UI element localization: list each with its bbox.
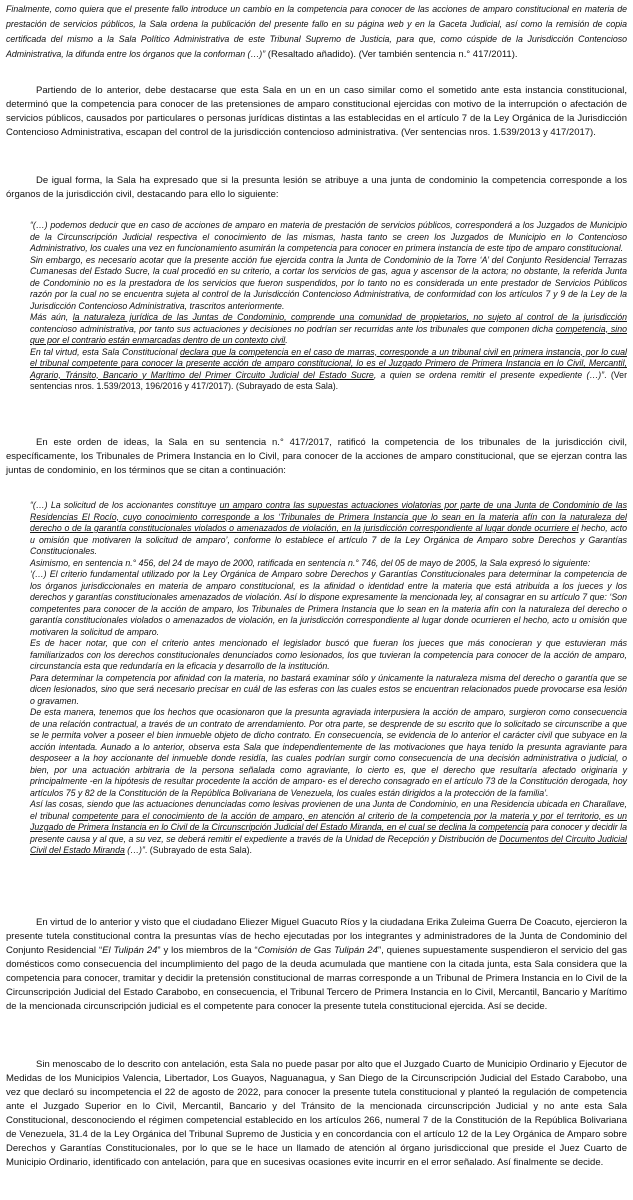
quote1-para-c: [30, 312, 627, 347]
quote2-citation: . (Subrayado de esta Sala).: [144, 845, 252, 855]
quote2-a-underlined: un amparo contra las supuestas actuaciones violatorias por parte de una Junta de Condominio de las Residencias El Rocío, cuyo conocimiento corresponde a los ‘Tribunales de Primera Instancia que lo sean en la materia afín con la naturaleza del derecho o de la garantía constitucionales violados o amenazados de violación, en la jurisdicción correspondiente al lugar donde ocurriere el: [30, 500, 627, 533]
quote1-para-a: “(…) podemos deducir que en caso de acciones de amparo en materia de prestación de servicios públicos, corresponderá a los Juzgados de Municipio de la Circunscripción Judicial respectiva el conocimiento de las mismas, hasta tanto se creen los Juzgados de Municipio en lo Contencioso Administrativo, los cuales una vez en funcionamiento asumirán la competencia para conocer en primera instancia de este tipo de amparo constitucional.: [30, 220, 627, 253]
quote2-g-underlined-2: Documentos del Circuito Judicial Civil del Estado Miranda: [30, 833, 627, 855]
p4-text-3: ”, quienes supuestamente suspendieron el servicio del gas domésticos como consecuencia del incumplimiento del pago de la deuda acumulada que mantiene con la citada junta, esta Sala considera que la competencia para conocer, tramitar y decidir la pretensión constitucional de marras corresponde a un Tribunal de Primera Instancia en lo Civil de la Circunscripción Judicial del Estado Carabobo, en consecuencia, el Tribunal Tercero de Primera Instancia en lo Civil, Mercantil, Bancario y Marítimo de la mencionada circunscripción judicial es el competente para conocer la presente tutela constitucional ejercida. Así se decide.: [6, 945, 627, 1012]
p4-italic-comision: Comisión de Gas Tulipán 24: [257, 945, 378, 956]
quote2-g-underlined: competente para el conocimiento de la acción de amparo, en atención al criterio de la competencia por la materia y por el territorio, es un Juzgado de Primera Instancia en lo Civil de la Circunscripción Judicial del Estado Miranda, en el cual se declina la competencia: [30, 810, 627, 832]
quote2-g-end: (…)”: [124, 845, 145, 855]
quote1-para-b: Sin embargo, es necesario acotar que la presente acción fue ejercida contra la Junta de Condominio de la Torre ‘A’ del Conjunto Residencial Terrazas Cumanesas del Estado Sucre, la cual procedió en su criterio, a cortar los servicios de gas, agua y ascensor de la actora; no obstante, la referida Junta de Condominio no es la prestadora de los servicios que fueron suspendidos, por lo tanto no es considerada un ente prestador de Servicios Públicos razón por la cual no se encuentra sujeta al control de la Jurisdicción Contencioso Administrativa, de conformidad con los artículos 7 y 9 de la Ley de la Jurisdicción Contencioso Administrativa, trascritos anteriormente.: [30, 254, 627, 311]
quote2-a-text: “(…) La solicitud de los accionantes constituye: [30, 500, 220, 510]
quote2-a-text-2: hecho, acto u omisión que motivaren la solicitud de amparo’, conforme lo establece el artículo 7 de la Ley Orgánica de Amparo sobre Derechos y Garantías Constitucionales.: [30, 523, 627, 556]
quote1-c-text-2: contencioso administrativa, por tanto sus actuaciones y decisiones no podrían ser recurridas ante los tribunales que componen dicha: [30, 323, 556, 334]
quote2-g-text: Así las cosas, siendo que las actuaciones denunciadas como lesivas provienen de una Junta de Condominio, en una Residencia ubicada en Charallave, el tribunal: [30, 799, 627, 821]
paragraph-decision-competencia: [6, 916, 627, 1014]
quote1-citation: . (Ver sentencias nros. 1.539/2013, 196/2016 y 417/2017). (Subrayado de esta Sala).: [30, 369, 627, 391]
p4-text-1: En virtud de lo anterior y visto que el ciudadano Eliezer Miguel Guacuto Ríos y la ciudadana Erika Zuleima Guerra De Coacuto, ejercieron la presente tutela constitucional contra la presuntas vías de hecho ejecutadas por los integrantes y administradores de la Junta de Condominio del Conjunto Residencial “: [6, 917, 627, 956]
quote2-para-c: ‘(…) El criterio fundamental utilizado por la Ley Orgánica de Amparo sobre Derechos y Garantías Constitucionales para determinar la competencia de los órganos jurisdiccionales en materia de amparo constitucional, es la afinidad o identidad entre la materia que está atribuida a los jueces y los derechos y garantías constitucionales amenazados de violación. Así lo dispone expresamente la mencionada ley, al consagrar en su artículo 7 que: ‘Son competentes para conocer de la acción de amparo, los Tribunales de Primera Instancia que lo sean en la materia afín con la naturaleza del derecho o garantía constitucionales violados o amenazados de violación, en la jurisdicción correspondiente al lugar donde ocurrieren el hecho, acto u omisión que motivaren la solicitud de amparo.: [30, 569, 627, 637]
quote1-d-text: En tal virtud, esta Sala Constitucional: [30, 346, 181, 357]
quote2-g-text-2: para conocer y decidir la presente causa y al que, a su vez, se deberá remitir el expediente a través de la Unidad de Recepción y Distribución de: [30, 822, 627, 844]
quote1-c-underlined-2: competencia, sino que por el contrario están enmarcadas dentro de un contexto civil: [30, 323, 627, 345]
quote1-d-underlined: declara que la competencia en el caso de marras, corresponde a un tribunal civil en primera instancia, por lo cual el tribunal competente para conocer la presente acción de amparo constitucional, lo es el Juzgado Primero de Primera Instancia en lo Civil, Mercantil, Agrario, Tránsito, Bancario y Marítimo del Primer Circuito Judicial del Estado Sucre: [30, 346, 627, 380]
quote2-para-e: Para determinar la competencia por afinidad con la materia, no bastará examinar sólo y únicamente la naturaleza misma del derecho o garantía que se dicen lesionados, sino que será necesario precisar en cuál de las esferas con las cuales estos se encuentran relacionados puede provocarse esa lesión o gravamen.: [30, 672, 627, 706]
top-quote-continuation: [6, 2, 627, 62]
quote-sentencia-1539: [30, 220, 627, 393]
quote2-para-d: Es de hacer notar, que con el criterio antes mencionado el legislador buscó que fueran los jueces que más conocieran y que estuvieran más familiarizados con los derechos constitucionales denunciados como lesionados, los que tuvieran la competencia para conocer de la acción de amparo, circunstancia esta que redundaría en la eficacia y desarrollo de la institución.: [30, 638, 627, 671]
quote-sentencia-417-2017: [30, 500, 627, 857]
quote2-para-a: [30, 500, 627, 558]
paragraph-junta-condominio: De igual forma, la Sala ha expresado que si la presunta lesión se atribuye a una junta de condominio la competencia corresponde a los órganos de la jurisdicción civil, destacando para ello lo siguiente:: [6, 175, 627, 200]
quote1-c-text: Más aún,: [30, 312, 73, 322]
quote1-c-underlined: la naturaleza jurídica de las Juntas de Condominio, comprende una comunidad de propietarios, no sujeto al control de la jurisdicción: [72, 312, 627, 322]
quote1-d-text-2: , a quien se ordena remitir el presente expediente (…)”: [373, 369, 605, 380]
p4-italic-tulipan: El Tulipán 24: [102, 945, 158, 956]
quote1-para-d: [30, 347, 627, 393]
top-quote-italic: Finalmente, como quiera que el presente fallo introduce un cambio en la competencia para conocer de las acciones de amparo constitucional en materia de prestación de servicios públicos, la Sala ordena la publicación del presente fallo en su página web y en la Gaceta Judicial, así como la remisión de copia certificada del mismo a la Sala Político Administrativa de este Tribunal Supremo de Justicia, para que, como cúspide de la Jurisdicción Contencioso Administrativa, la difunda entre los órganos que la conforman (…)”: [6, 4, 627, 59]
paragraph-sentencia-417: En este orden de ideas, la Sala en su sentencia n.° 417/2017, ratificó la competencia de los tribunales de la jurisdicción civil, específicamente, los Tribunales de Primera Instancia en lo Civil, para conocer de la acciones de amparo constitucional, que se ejerzan contra las juntas de condominio, en los términos que se citan a continuación:: [6, 437, 627, 476]
p4-text-2: ” y los miembros de la “: [157, 945, 258, 956]
paragraph-llamado-atencion: Sin menoscabo de lo descrito con antelación, esta Sala no puede pasar por alto que el Juzgado Cuarto de Municipio Ordinario y Ejecutor de Medidas de los Municipios Valencia, Libertador, Los Guayos, Naguanagua, y San Diego de la Circunscripción Judicial del Estado Carabobo, una vez que declaró su incompetencia el 22 de agosto de 2022, para conocer la presente tutela constitucional y planteó la regulación de competencia ante el Juzgado Superior en lo Civil, Mercantil, Bancario y del Tránsito de la mencionada circunscripción Judicial y no ante esta Sala Constitucional, desconociendo el régimen competencial establecido en los artículos 266, numeral 7 de la Constitución de la República Bolivariana de Venezuela, 31.4 de la Ley Orgánica del Tribunal Supremo de Justicia y en concordancia con el artículo 12 de la Ley Orgánica de Amparo sobre Derechos y Garantías Constitucionales, por lo que se le hace un llamado de atención al órgano jurisdiccional que preside el Juez Cuarto de Municipio Ordinario, identificado con antelación, para que en sucesivas ocasiones evite incurrir en el error señalado. Así finalmente se decide.: [6, 1059, 627, 1168]
quote2-para-b: Asimismo, en sentencia n.° 456, del 24 de mayo de 2000, ratificada en sentencia n.° 746, del 05 de mayo de 2005, la Sala expresó lo siguiente:: [30, 557, 591, 568]
quote2-para-g: [30, 799, 627, 857]
top-quote-citation: (Resaltado añadido). (Ver también sentencia n.° 417/2011).: [265, 49, 518, 60]
quote2-para-f: De esta manera, tenemos que los hechos que ocasionaron que la presunta agraviada interpusiera la acción de amparo, surgieron como consecuencia de una relación contractual, a través de un contrato de arrendamiento. Por otra parte, se desprende de su escrito que lo solicitado se circunscribe a que se le permita volver a poseer el bien inmueble objeto de dicho contrato. En consecuencia, se evidencia de lo anterior el carácter civil que subyace en la acción intentada. Aunado a lo anterior, observa esta Sala que independientemente de las motivaciones que haya tenido la presunta agraviante para desposeer a la hoy accionante del inmueble donde residía, las cuales podrían surgir como consecuencia de una decisión administrativa o judicial, o bien, por una actuación arbitraria de la persona señalada como agraviante, lo cierto es, que el derecho que resultaría afectado originaria y principalmente -en la hipótesis de resultar procedente la acción de amparo- es el derecho consagrado en el artículo 73 de la Constitución derogada, hoy artículos 75 y 82 de la Constitución de la República Bolivariana de Venezuela, los cuales están dirigidos a la protección de la familia’.: [30, 707, 627, 798]
quote1-c-end: .: [285, 335, 288, 345]
paragraph-competencia-servicios: Partiendo de lo anterior, debe destacarse que esta Sala en un en un caso similar como el sometido ante esta instancia constitucional, determinó que la competencia para conocer de las pretensiones de amparo constitucional ejercidas con motivo de la interrupción o afectación de servicios públicos, causados por particulares o personas jurídicas distintas a las establecidas en el artículo 7 de la Ley Orgánica de la Jurisdicción Contencioso Administrativa, escapan del control de la jurisdicción contencioso administrativa. (Ver sentencias nros. 1.539/2013 y 417/2017).: [6, 85, 627, 138]
